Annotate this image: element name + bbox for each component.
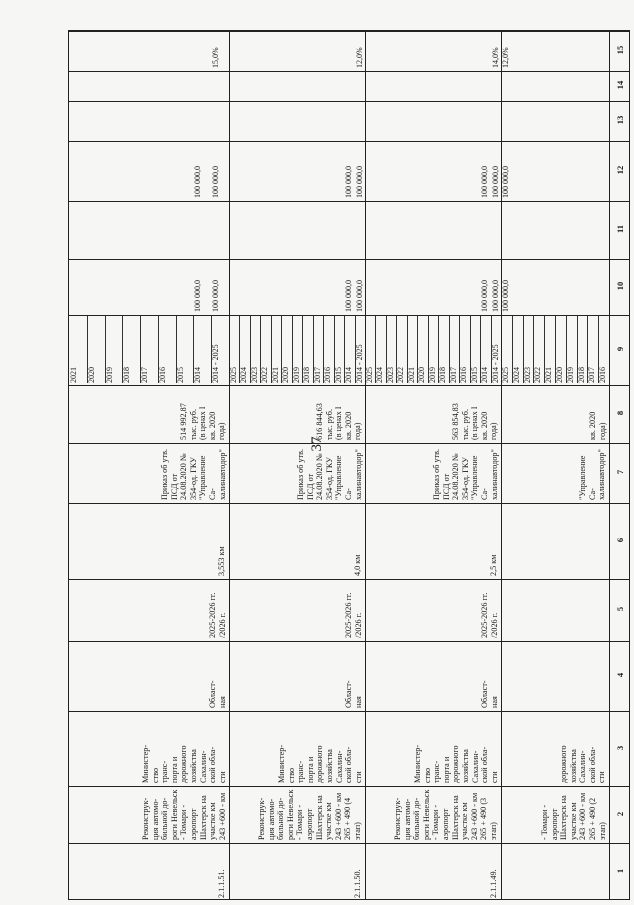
cost: 514 992,87 тыс. руб. (в ценах I кв. 2020 года) xyxy=(179,403,227,440)
year-cell: 2022 xyxy=(533,367,543,383)
length: 3,553 км xyxy=(217,546,226,576)
year-cell: 2025 xyxy=(501,367,510,383)
value-col10: 100 000,0 xyxy=(211,280,221,312)
year-cell: 2019 xyxy=(565,367,575,383)
value-col12: 100 000,0 xyxy=(490,166,500,198)
value-col15: 14,0% xyxy=(490,47,500,68)
value-col15: 15,0% xyxy=(211,47,221,68)
length: 4,0 км xyxy=(353,554,362,576)
record-divider xyxy=(229,31,230,899)
value-col12: 100 000,0 xyxy=(193,166,203,198)
year-cell: 2018 xyxy=(302,367,312,383)
row-id: 2.1.1.49. xyxy=(489,869,498,898)
year-cell: 2014 - 2025 xyxy=(211,344,221,383)
row-id: 2.1.1.50. xyxy=(353,869,362,898)
year-cell: 2014 xyxy=(480,367,490,383)
value-col10: 100 000,0 xyxy=(490,280,500,312)
budget-level: Област- ная xyxy=(480,680,499,708)
object-name: - Томари - аэропорт Шахтерск на участке км 243 +600 - км 265 + 490 (2 этап) xyxy=(540,792,607,840)
column-divider xyxy=(69,385,629,386)
object-name: Реконструк- ция автомо- бильной до- роги Невельск - Томари - аэропорт Шахтерск на участке км 243 +600 - км 265 + 490 (3 этап) xyxy=(393,789,498,840)
year-cell: 2024 xyxy=(375,367,385,383)
year-cell: 2023 xyxy=(385,367,395,383)
column-header-8: 8 xyxy=(615,410,625,416)
object-name: Реконструк- ция автомо- бильной до- роги Невельск - Томари - аэропорт Шахтерск на участке км 243 +600 - км 265 + 490 (4 этап) xyxy=(257,789,362,840)
column-divider xyxy=(69,641,629,642)
column-divider xyxy=(69,259,629,260)
cost: 563 854,83 тыс. руб. (в ценах I кв. 2020 года) xyxy=(451,403,499,440)
year-cell: 2015 xyxy=(469,367,479,383)
year-cell: 2016 xyxy=(323,367,333,383)
year-cell: 2019 xyxy=(291,367,301,383)
year-cell: 2019 xyxy=(427,367,437,383)
budget-level: Област- ная xyxy=(208,680,227,708)
year-cell: 2022 xyxy=(260,367,270,383)
year-cell: 2017 xyxy=(587,367,597,383)
year-cell: 2021 xyxy=(270,367,280,383)
year-cell: 2017 xyxy=(448,367,458,383)
year-cell: 2022 xyxy=(396,367,406,383)
value-col12: 100 000,0 xyxy=(211,166,221,198)
column-divider xyxy=(69,786,629,787)
header-row xyxy=(69,31,629,32)
value-col12: 100 000,0 xyxy=(344,166,354,198)
column-header-3: 3 xyxy=(615,745,625,750)
column-divider xyxy=(69,201,629,202)
value-col10: 100 000,0 xyxy=(344,280,354,312)
column-divider xyxy=(69,711,629,712)
agency: Министер- ство транс- порта и дорожного хозяйства Сахалин- ской обла- сти xyxy=(413,744,499,783)
year-cell: 2020 xyxy=(86,367,96,383)
record-divider xyxy=(501,31,502,899)
column-header-11: 11 xyxy=(615,224,625,234)
column-divider xyxy=(69,503,629,504)
year-cell: 2020 xyxy=(281,367,291,383)
year-cell: 2021 xyxy=(544,367,554,383)
year-cell: 2015 xyxy=(333,367,343,383)
year-cell: 2024 xyxy=(239,367,249,383)
value-col12: 100 000,0 xyxy=(501,166,510,198)
column-header-1: 1 xyxy=(615,868,625,874)
column-header-4: 4 xyxy=(615,672,625,678)
value-col15: 12,0% xyxy=(501,47,510,68)
agency: дорожного хозяйства Сахалин- ской обла- сти xyxy=(559,745,607,783)
value-col10: 100 000,0 xyxy=(193,280,203,312)
year-cell: 2015 xyxy=(175,367,185,383)
object-name: Реконструк- ция автомо- бильной до- роги Невельск - Томари - аэропорт Шахтерск на участке км 243 +600 - км xyxy=(141,789,227,840)
column-header-7: 7 xyxy=(615,469,625,475)
column-divider xyxy=(69,579,629,580)
agency: Министер- ство транс- порта и дорожного хозяйства Сахалин- ской обла- сти xyxy=(277,744,363,783)
year-cell: 2018 xyxy=(438,367,448,383)
value-col10: 100 000,0 xyxy=(480,280,490,312)
year-cell: 2023 xyxy=(522,367,532,383)
year-cell: 2023 xyxy=(249,367,259,383)
column-header-15: 15 xyxy=(615,45,625,55)
document: Приказ об утв. ПСД от 24.08.2020 № 354-од. ГКУ "Управление Са- халинавтодор" xyxy=(432,448,499,500)
year-cell: 2019 xyxy=(104,367,114,383)
year-cell: 2025 xyxy=(229,367,238,383)
budget-level: Област- ная xyxy=(344,680,363,708)
column-divider xyxy=(69,141,629,142)
year-cell: 2021 xyxy=(69,367,78,383)
row-id: 2.1.1.51. xyxy=(217,869,226,898)
year-cell: 2025 xyxy=(365,367,374,383)
year-cell: 2018 xyxy=(122,367,132,383)
year-cell: 2016 xyxy=(459,367,469,383)
length: 2,5 км xyxy=(489,554,498,576)
column-header-6: 6 xyxy=(615,537,625,543)
value-col10: 100 000,0 xyxy=(354,280,364,312)
year-cell: 2016 xyxy=(598,367,608,383)
column-header-9: 9 xyxy=(615,346,625,352)
column-header-12: 12 xyxy=(615,165,625,175)
period: 2025-2026 гг. /2026 г. xyxy=(480,592,499,638)
year-cell: 2018 xyxy=(576,367,586,383)
page-number: 37 xyxy=(309,436,325,452)
year-cell: 2024 xyxy=(511,367,521,383)
document: Приказ об утв. ПСД от 24.08.2020 № 354-од. ГКУ "Управление Са- халинавтодор" xyxy=(160,448,227,500)
year-cell: 2016 xyxy=(157,367,167,383)
year-cell: 2017 xyxy=(312,367,322,383)
table xyxy=(68,30,630,900)
column-header-14: 14 xyxy=(615,80,625,90)
value-col15: 12,0% xyxy=(354,47,364,68)
column-header-2: 2 xyxy=(615,811,625,816)
year-cell: 2017 xyxy=(140,367,150,383)
column-header-5: 5 xyxy=(615,606,625,612)
document: Приказ об утв. ПСД от 24.08.2020 № 354-од. ГКУ "Управление Са- халинавтодор" xyxy=(296,448,363,500)
column-header-10: 10 xyxy=(615,281,625,291)
cost: кв. 2020 года) xyxy=(588,411,607,440)
year-cell: 2014 xyxy=(344,367,354,383)
year-cell: 2014 xyxy=(193,367,203,383)
year-cell: 2014 - 2025 xyxy=(354,344,364,383)
value-col10: 100 000,0 xyxy=(501,280,510,312)
document: "Управление Са- халинавтодор" xyxy=(578,449,607,500)
column-divider xyxy=(69,101,629,102)
year-cell: 2014 - 2025 xyxy=(490,344,500,383)
column-divider xyxy=(69,71,629,72)
value-col12: 100 000,0 xyxy=(480,166,490,198)
column-divider xyxy=(69,315,629,316)
year-cell: 2021 xyxy=(406,367,416,383)
year-cell: 2020 xyxy=(417,367,427,383)
value-col12: 100 000,0 xyxy=(354,166,364,198)
period: 2025-2026 гг. /2026 г. xyxy=(344,592,363,638)
column-divider xyxy=(69,843,629,844)
column-header-13: 13 xyxy=(615,115,625,125)
cost: 616 844,63 тыс. руб. (в ценах I кв. 2020 года) xyxy=(315,403,363,440)
agency: Министер- ство транс- порта и дорожного хозяйства Сахалин- ской обла- сти xyxy=(141,744,227,783)
year-cell: 2020 xyxy=(555,367,564,383)
column-divider xyxy=(69,443,629,444)
period: 2025-2026 гг. /2026 г. xyxy=(208,592,227,638)
record-divider xyxy=(365,31,366,899)
